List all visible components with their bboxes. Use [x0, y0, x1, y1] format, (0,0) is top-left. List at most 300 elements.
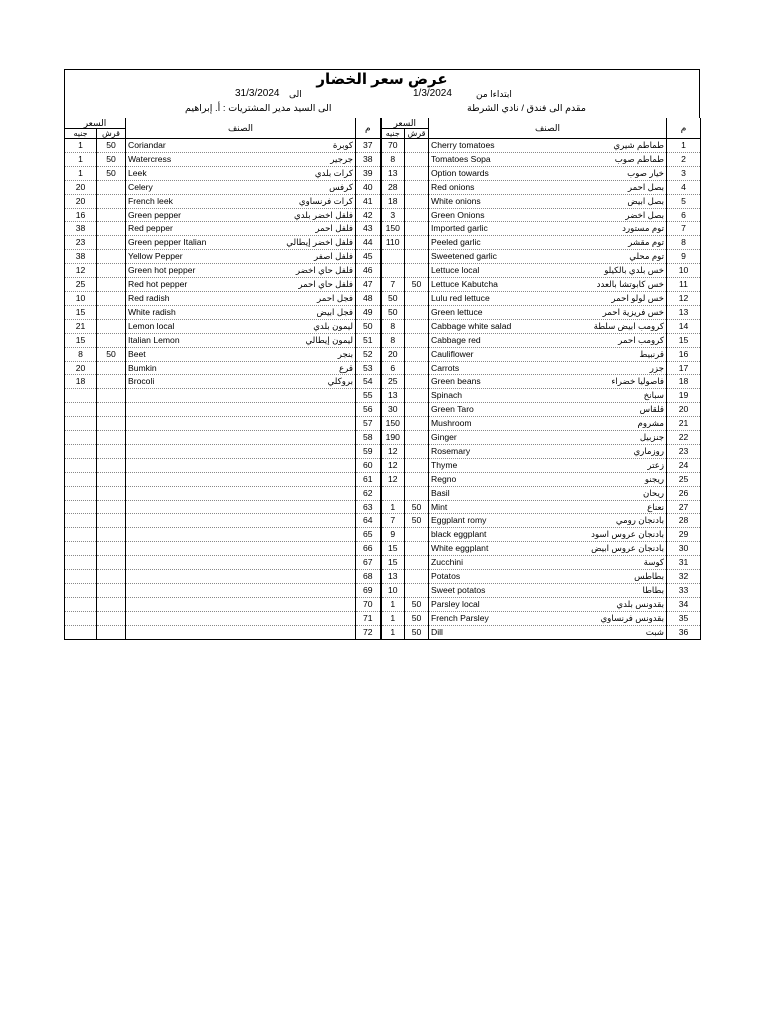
- item-name-ar: توم مستورد: [622, 223, 664, 234]
- row-number-cell: 22: [667, 431, 701, 445]
- item-name-en: Imported garlic: [431, 223, 488, 234]
- piaster-cell: [405, 180, 429, 194]
- item-name-ar: بصل اخضر: [625, 209, 664, 220]
- item-name-en: Red onions: [431, 181, 475, 192]
- item-name-ar: بنجر: [337, 348, 353, 359]
- pound-cell: 9: [381, 528, 405, 542]
- row-number-cell: 39: [356, 166, 381, 180]
- row-number-cell: 69: [356, 584, 381, 598]
- piaster-cell: [97, 319, 126, 333]
- row-number-cell: 34: [667, 597, 701, 611]
- item-name-en: Italian Lemon: [128, 334, 180, 345]
- item-name-ar: طماطم شيري: [613, 140, 664, 150]
- piaster-cell: [405, 166, 429, 180]
- row-number-cell: 24: [667, 458, 701, 472]
- item-cell: [126, 486, 356, 500]
- table-row: [65, 625, 701, 639]
- pound-cell: [65, 417, 97, 431]
- item-name-en: Lemon local: [128, 320, 175, 331]
- item-name-ar: بطاطا: [642, 585, 664, 595]
- num-header-left: م: [356, 118, 381, 139]
- item-name-en: Sweet potatos: [431, 585, 486, 595]
- row-number-cell: 41: [356, 194, 381, 208]
- item-name-ar: جرجير: [330, 153, 353, 164]
- row-number-cell: 8: [667, 236, 701, 250]
- piaster-cell: [405, 458, 429, 472]
- row-number-cell: 70: [356, 597, 381, 611]
- pound-cell: 18: [65, 375, 97, 389]
- item-name-ar: جزر: [649, 362, 664, 373]
- piaster-cell: [97, 250, 126, 264]
- item-cell: [126, 584, 356, 598]
- item-name-ar: فلفل احمر: [315, 223, 353, 234]
- piaster-cell: [97, 417, 126, 431]
- row-number-cell: 60: [356, 458, 381, 472]
- item-cell: [429, 458, 667, 472]
- item-name-en: Rosemary: [431, 445, 471, 456]
- piaster-cell: [97, 611, 126, 625]
- price-header-left: السعر: [65, 118, 126, 129]
- item-name-ar: بادنجان رومي: [615, 515, 664, 526]
- price-sheet: [64, 69, 700, 640]
- piaster-cell: [97, 236, 126, 250]
- piaster-cell: [405, 333, 429, 347]
- item-cell: [126, 361, 356, 375]
- item-name-ar: فجل ابيض: [316, 306, 353, 317]
- item-cell: [126, 278, 356, 292]
- item-cell: [126, 458, 356, 472]
- pound-cell: 1: [65, 166, 97, 180]
- piaster-header-right: قرش: [405, 129, 429, 139]
- row-number-cell: 59: [356, 444, 381, 458]
- row-number-cell: 47: [356, 278, 381, 292]
- table-row: [65, 597, 701, 611]
- pound-cell: 7: [381, 278, 405, 292]
- piaster-cell: [405, 375, 429, 389]
- item-name-en: Mushroom: [431, 418, 472, 429]
- item-name-ar: زعتر: [647, 459, 664, 470]
- pound-cell: 13: [381, 166, 405, 180]
- attention-line: الى السيد مدير المشتريات : أ. إبراهيم: [185, 103, 332, 114]
- row-number-cell: 5: [667, 194, 701, 208]
- item-name-en: Lettuce Kabutcha: [431, 279, 498, 290]
- item-header-right: الصنف: [429, 118, 667, 139]
- piaster-cell: [97, 180, 126, 194]
- item-name-ar: ريجنو: [644, 473, 664, 484]
- item-cell: [429, 403, 667, 417]
- item-name-en: Beet: [128, 348, 146, 359]
- item-cell: [126, 208, 356, 222]
- item-name-ar: قرع: [339, 362, 353, 373]
- row-number-cell: 57: [356, 417, 381, 431]
- piaster-cell: 50: [97, 347, 126, 361]
- piaster-cell: 50: [405, 597, 429, 611]
- item-cell: [429, 194, 667, 208]
- table-row: [65, 236, 701, 250]
- piaster-cell: [97, 486, 126, 500]
- item-name-en: Potatos: [431, 571, 461, 582]
- pound-cell: 15: [381, 542, 405, 556]
- item-name-ar: كرومب ابيض سلطة: [593, 320, 664, 331]
- piaster-cell: [405, 305, 429, 319]
- pound-cell: [65, 389, 97, 403]
- pound-cell: 25: [381, 375, 405, 389]
- row-number-cell: 71: [356, 611, 381, 625]
- price-header-right: السعر: [381, 118, 429, 129]
- table-row: [65, 264, 701, 278]
- item-name-ar: خس بلدي بالكيلو: [604, 265, 664, 276]
- pound-cell: 1: [381, 500, 405, 514]
- item-cell: [126, 431, 356, 445]
- table-row: [65, 389, 701, 403]
- item-cell: [126, 500, 356, 514]
- item-name-ar: سبانخ: [643, 390, 664, 401]
- row-number-cell: 21: [667, 417, 701, 431]
- item-name-en: Green Taro: [431, 404, 474, 415]
- sheet-title: عرض سعر الخضار: [316, 71, 448, 88]
- item-cell: [126, 597, 356, 611]
- piaster-cell: [405, 291, 429, 305]
- item-name-en: Red radish: [128, 292, 170, 303]
- row-number-cell: 17: [667, 361, 701, 375]
- item-name-ar: شبت: [645, 626, 664, 637]
- pound-cell: 16: [65, 208, 97, 222]
- row-number-cell: 6: [667, 208, 701, 222]
- start-date: 1/3/2024: [413, 88, 452, 99]
- row-number-cell: 50: [356, 319, 381, 333]
- row-number-cell: 15: [667, 333, 701, 347]
- pound-cell: 28: [381, 180, 405, 194]
- item-name-en: Peeled garlic: [431, 237, 481, 248]
- row-number-cell: 44: [356, 236, 381, 250]
- table-row: [65, 514, 701, 528]
- pound-cell: 15: [381, 556, 405, 570]
- row-number-cell: 35: [667, 611, 701, 625]
- item-name-en: Green beans: [431, 376, 481, 387]
- item-name-ar: فجل احمر: [317, 292, 353, 303]
- piaster-cell: [405, 264, 429, 278]
- item-cell: [126, 542, 356, 556]
- item-name-en: Ginger: [431, 432, 457, 443]
- table-row: [65, 458, 701, 472]
- row-number-cell: 48: [356, 291, 381, 305]
- row-number-cell: 51: [356, 333, 381, 347]
- piaster-cell: [97, 333, 126, 347]
- item-cell: [126, 250, 356, 264]
- item-name-ar: نعناع: [647, 501, 664, 512]
- item-cell: [126, 194, 356, 208]
- item-cell: [126, 528, 356, 542]
- item-name-ar: كرات فرنساوي: [298, 195, 353, 206]
- table-row: [65, 319, 701, 333]
- item-cell: [126, 389, 356, 403]
- item-name-en: Celery: [128, 181, 153, 192]
- item-name-en: Basil: [431, 487, 450, 498]
- table-row: [65, 556, 701, 570]
- item-cell: [126, 472, 356, 486]
- piaster-cell: [405, 152, 429, 166]
- item-name-en: Cauliflower: [431, 348, 474, 359]
- piaster-cell: [97, 625, 126, 639]
- pound-header-left: جنيه: [65, 129, 97, 139]
- piaster-cell: [97, 597, 126, 611]
- piaster-cell: [97, 208, 126, 222]
- row-number-cell: 56: [356, 403, 381, 417]
- end-label: الى: [289, 89, 302, 99]
- pound-cell: [65, 625, 97, 639]
- item-name-ar: خس فريزية احمر: [602, 306, 664, 317]
- pound-cell: 1: [381, 597, 405, 611]
- row-number-cell: 61: [356, 472, 381, 486]
- start-label: ابتداءا من: [476, 89, 512, 99]
- item-name-ar: كوبرة: [332, 140, 353, 150]
- row-number-cell: 28: [667, 514, 701, 528]
- pound-cell: 38: [65, 250, 97, 264]
- pound-cell: [65, 611, 97, 625]
- item-name-ar: بروكلي: [327, 376, 353, 387]
- pound-cell: [381, 264, 405, 278]
- item-name-en: Carrots: [431, 362, 460, 373]
- item-name-en: Green Onions: [431, 209, 485, 220]
- table-row: [65, 194, 701, 208]
- row-number-cell: 9: [667, 250, 701, 264]
- item-name-en: black eggplant: [431, 529, 487, 540]
- piaster-cell: [405, 556, 429, 570]
- item-name-en: Sweetened garlic: [431, 251, 497, 262]
- item-name-en: Brocoli: [128, 376, 155, 387]
- item-cell: [429, 625, 667, 639]
- item-name-ar: جنزبيل: [639, 432, 664, 443]
- item-name-en: Green lettuce: [431, 306, 483, 317]
- table-row: [65, 444, 701, 458]
- row-number-cell: 53: [356, 361, 381, 375]
- item-cell: [429, 528, 667, 542]
- item-cell: [429, 208, 667, 222]
- item-name-ar: كرات بلدي: [314, 167, 353, 178]
- item-name-ar: توم محلي: [629, 251, 664, 262]
- item-cell: [126, 291, 356, 305]
- item-cell: [126, 305, 356, 319]
- pound-cell: [65, 431, 97, 445]
- table-row: [65, 222, 701, 236]
- pound-cell: [65, 542, 97, 556]
- pound-cell: 150: [381, 417, 405, 431]
- item-name-en: Leek: [128, 167, 147, 178]
- row-number-cell: 72: [356, 625, 381, 639]
- item-name-en: White onions: [431, 195, 481, 206]
- item-name-en: Parsley local: [431, 598, 480, 609]
- pound-cell: 20: [65, 361, 97, 375]
- table-row: [65, 139, 701, 153]
- row-number-cell: 40: [356, 180, 381, 194]
- pound-cell: 1: [65, 152, 97, 166]
- row-number-cell: 3: [667, 166, 701, 180]
- item-cell: [429, 584, 667, 598]
- pound-cell: 12: [381, 472, 405, 486]
- item-name-en: Watercress: [128, 153, 172, 164]
- row-number-cell: 68: [356, 570, 381, 584]
- row-number-cell: 4: [667, 180, 701, 194]
- piaster-cell: [97, 375, 126, 389]
- item-name-ar: ريحان: [642, 487, 664, 498]
- table-row: [65, 361, 701, 375]
- table-row: [65, 250, 701, 264]
- piaster-cell: [97, 570, 126, 584]
- piaster-cell: [405, 417, 429, 431]
- table-row: [65, 180, 701, 194]
- item-name-en: French leek: [128, 195, 173, 206]
- row-number-cell: 10: [667, 264, 701, 278]
- table-row: [65, 291, 701, 305]
- row-number-cell: 14: [667, 319, 701, 333]
- row-number-cell: 55: [356, 389, 381, 403]
- piaster-cell: 50: [97, 166, 126, 180]
- item-name-ar: فاصوليا خضراء: [611, 376, 664, 387]
- item-cell: [126, 375, 356, 389]
- piaster-cell: [405, 194, 429, 208]
- item-cell: [429, 180, 667, 194]
- row-number-cell: 49: [356, 305, 381, 319]
- item-name-ar: بصل ابيض: [627, 195, 664, 206]
- item-name-ar: بقدونس بلدي: [616, 598, 664, 609]
- item-cell: [429, 417, 667, 431]
- pound-cell: 6: [381, 361, 405, 375]
- item-name-en: Zucchini: [431, 557, 463, 568]
- piaster-cell: [97, 542, 126, 556]
- pound-cell: [381, 486, 405, 500]
- item-name-ar: قلقاس: [639, 404, 664, 415]
- table-row: [65, 528, 701, 542]
- row-number-cell: 20: [667, 403, 701, 417]
- item-name-en: Green hot pepper: [128, 265, 196, 276]
- pound-cell: 10: [381, 584, 405, 598]
- item-name-ar: مشروم: [637, 418, 664, 429]
- piaster-cell: 50: [405, 278, 429, 292]
- pound-cell: [65, 584, 97, 598]
- item-name-ar: توم مقشر: [628, 237, 664, 248]
- piaster-cell: [405, 361, 429, 375]
- table-row: [65, 152, 701, 166]
- piaster-cell: 50: [405, 625, 429, 639]
- piaster-cell: [97, 291, 126, 305]
- piaster-cell: [405, 389, 429, 403]
- item-cell: [126, 152, 356, 166]
- row-number-cell: 54: [356, 375, 381, 389]
- item-name-en: Bumkin: [128, 362, 157, 373]
- row-number-cell: 25: [667, 472, 701, 486]
- row-number-cell: 7: [667, 222, 701, 236]
- row-number-cell: 58: [356, 431, 381, 445]
- item-cell: [126, 570, 356, 584]
- piaster-cell: [405, 444, 429, 458]
- item-cell: [429, 570, 667, 584]
- item-cell: [126, 166, 356, 180]
- table-row: [65, 584, 701, 598]
- pound-cell: 12: [381, 444, 405, 458]
- piaster-cell: 50: [97, 152, 126, 166]
- table-row: [65, 166, 701, 180]
- piaster-cell: [405, 222, 429, 236]
- item-cell: [126, 139, 356, 153]
- item-cell: [429, 486, 667, 500]
- item-cell: [429, 444, 667, 458]
- item-cell: [429, 611, 667, 625]
- pound-cell: 70: [381, 139, 405, 153]
- item-cell: [126, 319, 356, 333]
- table-row: [65, 570, 701, 584]
- item-cell: [429, 333, 667, 347]
- piaster-cell: [97, 458, 126, 472]
- row-number-cell: 64: [356, 514, 381, 528]
- item-name-ar: خيار صوب: [627, 167, 664, 178]
- item-name-ar: طماطم صوب: [614, 153, 664, 164]
- item-cell: [126, 264, 356, 278]
- table-row: [65, 305, 701, 319]
- table-row: [65, 375, 701, 389]
- pound-cell: [65, 472, 97, 486]
- item-name-ar: كوسة: [643, 557, 664, 568]
- item-cell: [126, 417, 356, 431]
- pound-cell: 25: [65, 278, 97, 292]
- table-row: [65, 611, 701, 625]
- row-number-cell: 18: [667, 375, 701, 389]
- item-name-ar: فلفل حاي احمر: [298, 279, 353, 290]
- table-row: [65, 403, 701, 417]
- piaster-cell: [97, 389, 126, 403]
- piaster-cell: [97, 500, 126, 514]
- item-name-en: Lulu red lettuce: [431, 292, 490, 303]
- item-cell: [429, 361, 667, 375]
- piaster-cell: [405, 319, 429, 333]
- item-name-en: Cabbage white salad: [431, 320, 512, 331]
- row-number-cell: 67: [356, 556, 381, 570]
- pound-cell: [65, 500, 97, 514]
- piaster-cell: [405, 431, 429, 445]
- piaster-cell: [97, 264, 126, 278]
- row-number-cell: 32: [667, 570, 701, 584]
- table-row: [65, 431, 701, 445]
- row-number-cell: 11: [667, 278, 701, 292]
- item-cell: [126, 347, 356, 361]
- item-name-ar: كرفس: [329, 181, 353, 192]
- item-name-en: Red pepper: [128, 223, 173, 234]
- pound-cell: 13: [381, 570, 405, 584]
- piaster-header-left: قرش: [97, 129, 126, 139]
- item-cell: [126, 556, 356, 570]
- item-cell: [126, 625, 356, 639]
- item-name-en: White radish: [128, 306, 176, 317]
- pound-cell: [65, 597, 97, 611]
- pound-cell: 12: [381, 458, 405, 472]
- item-name-en: Coriandar: [128, 140, 166, 150]
- piaster-cell: [97, 556, 126, 570]
- piaster-cell: [405, 472, 429, 486]
- item-cell: [126, 222, 356, 236]
- row-number-cell: 31: [667, 556, 701, 570]
- pound-cell: 15: [65, 333, 97, 347]
- item-name-en: Regno: [431, 473, 457, 484]
- row-number-cell: 12: [667, 291, 701, 305]
- presented-to: مقدم الى فندق / نادي الشرطة: [467, 103, 586, 114]
- item-name-en: Thyme: [431, 459, 458, 470]
- pound-cell: [65, 486, 97, 500]
- table-row: [65, 208, 701, 222]
- piaster-cell: [97, 584, 126, 598]
- pound-cell: [65, 458, 97, 472]
- pound-cell: 1: [381, 611, 405, 625]
- row-number-cell: 63: [356, 500, 381, 514]
- item-name-en: Dill: [431, 626, 443, 637]
